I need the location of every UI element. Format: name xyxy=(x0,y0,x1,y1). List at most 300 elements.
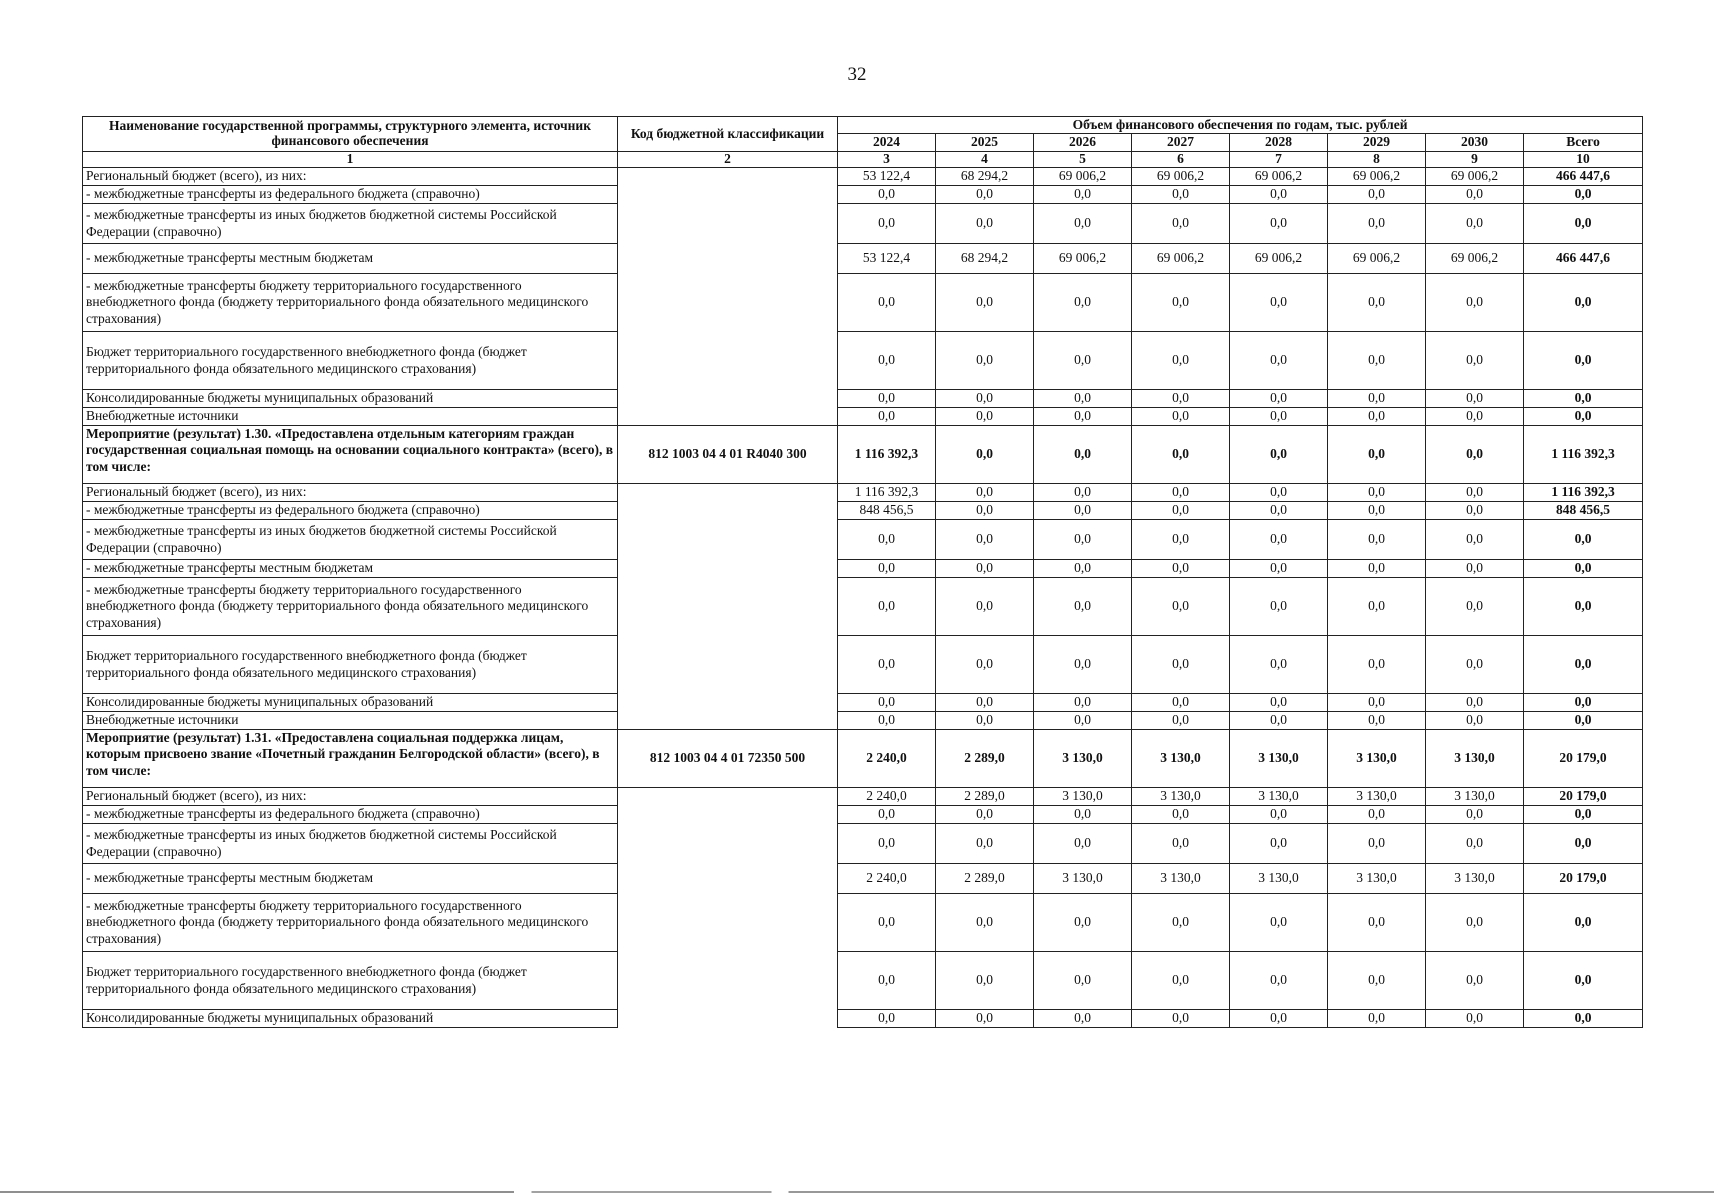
year-value: 0,0 xyxy=(1230,578,1328,636)
table-row xyxy=(83,560,1643,578)
year-value: 3 130,0 xyxy=(1328,864,1426,894)
budget-code xyxy=(618,952,838,1010)
row-name: - межбюджетные трансферты местным бюджетам xyxy=(83,244,618,274)
year-value: 0,0 xyxy=(936,186,1034,204)
year-value: 0,0 xyxy=(1230,390,1328,408)
year-value: 0,0 xyxy=(1328,426,1426,484)
column-number: 6 xyxy=(1132,152,1230,168)
year-value: 0,0 xyxy=(1132,694,1230,712)
year-value: 68 294,2 xyxy=(936,168,1034,186)
table-row xyxy=(83,244,1643,274)
row-name: Региональный бюджет (всего), из них: xyxy=(83,484,618,502)
column-number: 4 xyxy=(936,152,1034,168)
year-value: 3 130,0 xyxy=(1034,730,1132,788)
year-value: 0,0 xyxy=(1034,390,1132,408)
year-value: 0,0 xyxy=(1132,894,1230,952)
total-value: 0,0 xyxy=(1524,186,1643,204)
row-name: - межбюджетные трансферты из федерального бюджета (справочно) xyxy=(83,502,618,520)
year-value: 0,0 xyxy=(1230,712,1328,730)
year-value: 0,0 xyxy=(1328,332,1426,390)
year-value: 0,0 xyxy=(1034,502,1132,520)
year-value: 0,0 xyxy=(1328,694,1426,712)
header-year: 2026 xyxy=(1034,134,1132,152)
year-value: 69 006,2 xyxy=(1426,244,1524,274)
year-value: 0,0 xyxy=(936,1010,1034,1028)
year-value: 0,0 xyxy=(1426,952,1524,1010)
budget-code xyxy=(618,712,838,730)
total-value: 0,0 xyxy=(1524,560,1643,578)
total-value: 0,0 xyxy=(1524,806,1643,824)
table-row xyxy=(83,502,1643,520)
year-value: 2 289,0 xyxy=(936,730,1034,788)
year-value: 0,0 xyxy=(838,560,936,578)
table-row xyxy=(83,636,1643,694)
year-value: 2 240,0 xyxy=(838,864,936,894)
total-value: 0,0 xyxy=(1524,274,1643,332)
year-value: 0,0 xyxy=(838,332,936,390)
row-name: - межбюджетные трансферты бюджету территориального государственного внебюджетного фонда (бюджету территориального фонда обязательного медицинского страхования) xyxy=(83,578,618,636)
row-name: Внебюджетные источники xyxy=(83,408,618,426)
year-value: 0,0 xyxy=(1034,426,1132,484)
budget-code xyxy=(618,274,838,332)
year-value: 0,0 xyxy=(1328,712,1426,730)
table-row xyxy=(83,186,1643,204)
row-name: - межбюджетные трансферты из иных бюджетов бюджетной системы Российской Федерации (справочно) xyxy=(83,204,618,244)
year-value: 0,0 xyxy=(1230,426,1328,484)
year-value: 0,0 xyxy=(1034,636,1132,694)
column-number: 5 xyxy=(1034,152,1132,168)
row-name: - межбюджетные трансферты из иных бюджетов бюджетной системы Российской Федерации (справочно) xyxy=(83,824,618,864)
year-value: 0,0 xyxy=(1132,636,1230,694)
year-value: 0,0 xyxy=(1230,408,1328,426)
year-value: 0,0 xyxy=(936,894,1034,952)
total-value: 20 179,0 xyxy=(1524,730,1643,788)
table-row xyxy=(83,694,1643,712)
total-value: 20 179,0 xyxy=(1524,864,1643,894)
row-name: Мероприятие (результат) 1.31. «Предоставлена социальная поддержка лицам, которым присвоено звание «Почетный гражданин Белгородской области» (всего), в том числе: xyxy=(83,730,618,788)
year-value: 0,0 xyxy=(1426,274,1524,332)
row-name: - межбюджетные трансферты из федерального бюджета (справочно) xyxy=(83,186,618,204)
table-row xyxy=(83,894,1643,952)
year-value: 0,0 xyxy=(1426,408,1524,426)
table-row xyxy=(83,1010,1643,1028)
year-value: 0,0 xyxy=(936,332,1034,390)
total-value: 848 456,5 xyxy=(1524,502,1643,520)
year-value: 69 006,2 xyxy=(1132,244,1230,274)
year-value: 69 006,2 xyxy=(1328,168,1426,186)
table-row xyxy=(83,168,1643,186)
total-value: 20 179,0 xyxy=(1524,788,1643,806)
year-value: 0,0 xyxy=(1132,560,1230,578)
year-value: 0,0 xyxy=(1328,274,1426,332)
year-value: 69 006,2 xyxy=(1132,168,1230,186)
table-row xyxy=(83,390,1643,408)
year-value: 0,0 xyxy=(1034,560,1132,578)
budget-code xyxy=(618,244,838,274)
year-value: 0,0 xyxy=(1132,520,1230,560)
year-value: 0,0 xyxy=(936,824,1034,864)
year-value: 0,0 xyxy=(1034,520,1132,560)
table-row-measure xyxy=(83,426,1643,484)
budget-code xyxy=(618,186,838,204)
year-value: 0,0 xyxy=(1132,1010,1230,1028)
year-value: 0,0 xyxy=(1426,332,1524,390)
year-value: 0,0 xyxy=(1426,502,1524,520)
table-row xyxy=(83,408,1643,426)
year-value: 0,0 xyxy=(838,806,936,824)
year-value: 3 130,0 xyxy=(1230,864,1328,894)
year-value: 0,0 xyxy=(1328,578,1426,636)
row-name: Региональный бюджет (всего), из них: xyxy=(83,168,618,186)
year-value: 0,0 xyxy=(838,520,936,560)
budget-code xyxy=(618,824,838,864)
row-name: Бюджет территориального государственного внебюджетного фонда (бюджет территориального фонда обязательного медицинского страхования) xyxy=(83,636,618,694)
year-value: 0,0 xyxy=(838,186,936,204)
year-value: 0,0 xyxy=(936,204,1034,244)
budget-code: 812 1003 04 4 01 72350 500 xyxy=(618,730,838,788)
year-value: 69 006,2 xyxy=(1426,168,1524,186)
year-value: 0,0 xyxy=(1230,520,1328,560)
year-value: 0,0 xyxy=(838,824,936,864)
year-value: 3 130,0 xyxy=(1328,730,1426,788)
table-header xyxy=(83,117,1643,168)
budget-code xyxy=(618,332,838,390)
year-value: 0,0 xyxy=(838,390,936,408)
year-value: 69 006,2 xyxy=(1328,244,1426,274)
year-value: 53 122,4 xyxy=(838,168,936,186)
table-row xyxy=(83,484,1643,502)
year-value: 0,0 xyxy=(1132,274,1230,332)
year-value: 0,0 xyxy=(1034,824,1132,864)
year-value: 0,0 xyxy=(1034,274,1132,332)
year-value: 0,0 xyxy=(936,502,1034,520)
budget-code xyxy=(618,390,838,408)
header-volume-column: Объем финансового обеспечения по годам, тыс. рублей xyxy=(838,117,1643,134)
row-name: Региональный бюджет (всего), из них: xyxy=(83,788,618,806)
year-value: 0,0 xyxy=(1426,894,1524,952)
year-value: 0,0 xyxy=(936,806,1034,824)
table-row xyxy=(83,788,1643,806)
year-value: 0,0 xyxy=(1426,426,1524,484)
table-row xyxy=(83,712,1643,730)
year-value: 0,0 xyxy=(936,578,1034,636)
row-name: Бюджет территориального государственного внебюджетного фонда (бюджет территориального фонда обязательного медицинского страхования) xyxy=(83,952,618,1010)
year-value: 0,0 xyxy=(1132,408,1230,426)
year-value: 2 289,0 xyxy=(936,864,1034,894)
row-name: Консолидированные бюджеты муниципальных образований xyxy=(83,694,618,712)
year-value: 0,0 xyxy=(1034,186,1132,204)
table-row xyxy=(83,864,1643,894)
year-value: 53 122,4 xyxy=(838,244,936,274)
year-value: 0,0 xyxy=(936,712,1034,730)
year-value: 0,0 xyxy=(1426,1010,1524,1028)
row-name: - межбюджетные трансферты бюджету территориального государственного внебюджетного фонда (бюджету территориального фонда обязательного медицинского страхования) xyxy=(83,274,618,332)
total-value: 0,0 xyxy=(1524,520,1643,560)
year-value: 69 006,2 xyxy=(1230,244,1328,274)
year-value: 0,0 xyxy=(936,484,1034,502)
year-value: 0,0 xyxy=(838,952,936,1010)
year-value: 0,0 xyxy=(1328,520,1426,560)
year-value: 0,0 xyxy=(936,390,1034,408)
total-value: 0,0 xyxy=(1524,1010,1643,1028)
table-row xyxy=(83,204,1643,244)
column-number: 9 xyxy=(1426,152,1524,168)
year-value: 2 240,0 xyxy=(838,730,936,788)
year-value: 0,0 xyxy=(1426,186,1524,204)
total-value: 0,0 xyxy=(1524,636,1643,694)
year-value: 0,0 xyxy=(1132,426,1230,484)
year-value: 0,0 xyxy=(1230,636,1328,694)
total-value: 0,0 xyxy=(1524,952,1643,1010)
year-value: 0,0 xyxy=(1034,952,1132,1010)
table-body xyxy=(83,168,1643,1028)
table-row xyxy=(83,578,1643,636)
year-value: 0,0 xyxy=(1034,204,1132,244)
year-value: 0,0 xyxy=(1132,824,1230,864)
row-name: Мероприятие (результат) 1.30. «Предоставлена отдельным категориям граждан государственная социальная помощь на основании социального контракта» (всего), в том числе: xyxy=(83,426,618,484)
year-value: 0,0 xyxy=(1328,1010,1426,1028)
header-total: Всего xyxy=(1524,134,1643,152)
total-value: 1 116 392,3 xyxy=(1524,426,1643,484)
budget-code xyxy=(618,502,838,520)
year-value: 0,0 xyxy=(1426,520,1524,560)
year-value: 0,0 xyxy=(1230,952,1328,1010)
total-value: 0,0 xyxy=(1524,578,1643,636)
year-value: 0,0 xyxy=(838,694,936,712)
row-name: Бюджет территориального государственного внебюджетного фонда (бюджет территориального фонда обязательного медицинского страхования) xyxy=(83,332,618,390)
header-year: 2029 xyxy=(1328,134,1426,152)
total-value: 466 447,6 xyxy=(1524,168,1643,186)
year-value: 0,0 xyxy=(1132,712,1230,730)
budget-code xyxy=(618,894,838,952)
year-value: 0,0 xyxy=(936,408,1034,426)
total-value: 0,0 xyxy=(1524,332,1643,390)
total-value: 0,0 xyxy=(1524,408,1643,426)
year-value: 0,0 xyxy=(1132,806,1230,824)
year-value: 0,0 xyxy=(1230,332,1328,390)
year-value: 3 130,0 xyxy=(1132,788,1230,806)
year-value: 2 240,0 xyxy=(838,788,936,806)
year-value: 0,0 xyxy=(936,426,1034,484)
year-value: 0,0 xyxy=(1328,894,1426,952)
year-value: 0,0 xyxy=(1426,484,1524,502)
page-number: 32 xyxy=(847,64,867,85)
year-value: 3 130,0 xyxy=(1426,864,1524,894)
total-value: 0,0 xyxy=(1524,712,1643,730)
year-value: 3 130,0 xyxy=(1034,864,1132,894)
year-value: 0,0 xyxy=(1132,952,1230,1010)
year-value: 0,0 xyxy=(1328,186,1426,204)
year-value: 0,0 xyxy=(1230,204,1328,244)
year-value: 69 006,2 xyxy=(1230,168,1328,186)
header-year: 2028 xyxy=(1230,134,1328,152)
table-row xyxy=(83,274,1643,332)
column-number: 7 xyxy=(1230,152,1328,168)
budget-code xyxy=(618,636,838,694)
budget-code xyxy=(618,1010,838,1028)
year-value: 0,0 xyxy=(838,894,936,952)
year-value: 0,0 xyxy=(1034,1010,1132,1028)
year-value: 0,0 xyxy=(1034,484,1132,502)
year-value: 3 130,0 xyxy=(1426,788,1524,806)
year-value: 0,0 xyxy=(1132,204,1230,244)
year-value: 0,0 xyxy=(1426,694,1524,712)
budget-code xyxy=(618,864,838,894)
total-value: 0,0 xyxy=(1524,390,1643,408)
column-number: 2 xyxy=(618,152,838,168)
year-value: 0,0 xyxy=(1328,560,1426,578)
year-value: 0,0 xyxy=(1426,390,1524,408)
budget-code xyxy=(618,168,838,186)
header-year: 2030 xyxy=(1426,134,1524,152)
year-value: 0,0 xyxy=(1426,806,1524,824)
year-value: 0,0 xyxy=(1230,824,1328,864)
year-value: 0,0 xyxy=(838,408,936,426)
header-code-column: Код бюджетной классификации xyxy=(618,117,838,152)
year-value: 2 289,0 xyxy=(936,788,1034,806)
table-row xyxy=(83,520,1643,560)
column-number: 1 xyxy=(83,152,618,168)
year-value: 848 456,5 xyxy=(838,502,936,520)
year-value: 0,0 xyxy=(936,694,1034,712)
year-value: 0,0 xyxy=(1328,204,1426,244)
budget-code: 812 1003 04 4 01 R4040 300 xyxy=(618,426,838,484)
year-value: 0,0 xyxy=(1328,502,1426,520)
year-value: 3 130,0 xyxy=(1230,730,1328,788)
budget-code xyxy=(618,408,838,426)
year-value: 0,0 xyxy=(1034,894,1132,952)
year-value: 69 006,2 xyxy=(1034,244,1132,274)
table-row xyxy=(83,824,1643,864)
year-value: 1 116 392,3 xyxy=(838,426,936,484)
budget-code xyxy=(618,578,838,636)
year-value: 0,0 xyxy=(1328,408,1426,426)
row-name: Консолидированные бюджеты муниципальных образований xyxy=(83,1010,618,1028)
year-value: 0,0 xyxy=(1426,712,1524,730)
year-value: 0,0 xyxy=(1426,560,1524,578)
total-value: 0,0 xyxy=(1524,204,1643,244)
year-value: 0,0 xyxy=(838,1010,936,1028)
budget-table-container xyxy=(82,116,1642,1028)
row-name: - межбюджетные трансферты из федерального бюджета (справочно) xyxy=(83,806,618,824)
budget-code xyxy=(618,560,838,578)
year-value: 3 130,0 xyxy=(1230,788,1328,806)
total-value: 0,0 xyxy=(1524,894,1643,952)
budget-code xyxy=(618,694,838,712)
year-value: 0,0 xyxy=(1328,952,1426,1010)
year-value: 0,0 xyxy=(1328,806,1426,824)
budget-code xyxy=(618,204,838,244)
total-value: 466 447,6 xyxy=(1524,244,1643,274)
year-value: 0,0 xyxy=(1034,332,1132,390)
header-name-column: Наименование государственной программы, структурного элемента, источник финансового обеспечения xyxy=(83,117,618,152)
year-value: 0,0 xyxy=(1230,484,1328,502)
row-name: - межбюджетные трансферты местным бюджетам xyxy=(83,864,618,894)
year-value: 0,0 xyxy=(1328,636,1426,694)
table-row xyxy=(83,332,1643,390)
year-value: 0,0 xyxy=(838,274,936,332)
year-value: 0,0 xyxy=(1132,578,1230,636)
year-value: 0,0 xyxy=(1034,712,1132,730)
year-value: 0,0 xyxy=(1230,186,1328,204)
year-value: 0,0 xyxy=(936,952,1034,1010)
year-value: 1 116 392,3 xyxy=(838,484,936,502)
year-value: 0,0 xyxy=(1230,894,1328,952)
budget-code xyxy=(618,806,838,824)
year-value: 0,0 xyxy=(936,274,1034,332)
budget-code xyxy=(618,484,838,502)
year-value: 0,0 xyxy=(1230,806,1328,824)
total-value: 0,0 xyxy=(1524,694,1643,712)
year-value: 0,0 xyxy=(936,636,1034,694)
year-value: 0,0 xyxy=(1034,408,1132,426)
year-value: 0,0 xyxy=(1426,824,1524,864)
budget-code xyxy=(618,788,838,806)
year-value: 0,0 xyxy=(838,636,936,694)
row-name: Консолидированные бюджеты муниципальных образований xyxy=(83,390,618,408)
budget-code xyxy=(618,520,838,560)
year-value: 3 130,0 xyxy=(1132,864,1230,894)
year-value: 0,0 xyxy=(1132,186,1230,204)
year-value: 3 130,0 xyxy=(1328,788,1426,806)
table-row-measure xyxy=(83,730,1643,788)
year-value: 0,0 xyxy=(1230,274,1328,332)
year-value: 3 130,0 xyxy=(1426,730,1524,788)
year-value: 69 006,2 xyxy=(1034,168,1132,186)
year-value: 0,0 xyxy=(1328,824,1426,864)
year-value: 0,0 xyxy=(838,578,936,636)
year-value: 0,0 xyxy=(1328,484,1426,502)
year-value: 0,0 xyxy=(1426,578,1524,636)
header-year: 2024 xyxy=(838,134,936,152)
column-number: 3 xyxy=(838,152,936,168)
year-value: 3 130,0 xyxy=(1132,730,1230,788)
year-value: 0,0 xyxy=(1034,578,1132,636)
year-value: 0,0 xyxy=(1132,484,1230,502)
row-name: - межбюджетные трансферты бюджету территориального государственного внебюджетного фонда (бюджету территориального фонда обязательного медицинского страхования) xyxy=(83,894,618,952)
year-value: 0,0 xyxy=(1132,502,1230,520)
year-value: 0,0 xyxy=(1230,1010,1328,1028)
year-value: 3 130,0 xyxy=(1034,788,1132,806)
year-value: 0,0 xyxy=(1132,390,1230,408)
row-name: - межбюджетные трансферты местным бюджетам xyxy=(83,560,618,578)
table-row xyxy=(83,806,1643,824)
year-value: 0,0 xyxy=(1328,390,1426,408)
year-value: 0,0 xyxy=(1132,332,1230,390)
header-year: 2027 xyxy=(1132,134,1230,152)
year-value: 0,0 xyxy=(936,520,1034,560)
row-name: Внебюджетные источники xyxy=(83,712,618,730)
total-value: 0,0 xyxy=(1524,824,1643,864)
year-value: 0,0 xyxy=(1426,636,1524,694)
header-year: 2025 xyxy=(936,134,1034,152)
year-value: 0,0 xyxy=(1426,204,1524,244)
column-number: 8 xyxy=(1328,152,1426,168)
total-value: 1 116 392,3 xyxy=(1524,484,1643,502)
year-value: 0,0 xyxy=(1034,694,1132,712)
year-value: 0,0 xyxy=(1230,560,1328,578)
year-value: 0,0 xyxy=(838,204,936,244)
table-row xyxy=(83,952,1643,1010)
row-name: - межбюджетные трансферты из иных бюджетов бюджетной системы Российской Федерации (справочно) xyxy=(83,520,618,560)
year-value: 68 294,2 xyxy=(936,244,1034,274)
budget-table xyxy=(82,116,1643,1028)
scan-artifact-line xyxy=(0,1191,1714,1193)
year-value: 0,0 xyxy=(1230,694,1328,712)
year-value: 0,0 xyxy=(1034,806,1132,824)
year-value: 0,0 xyxy=(838,712,936,730)
year-value: 0,0 xyxy=(936,560,1034,578)
